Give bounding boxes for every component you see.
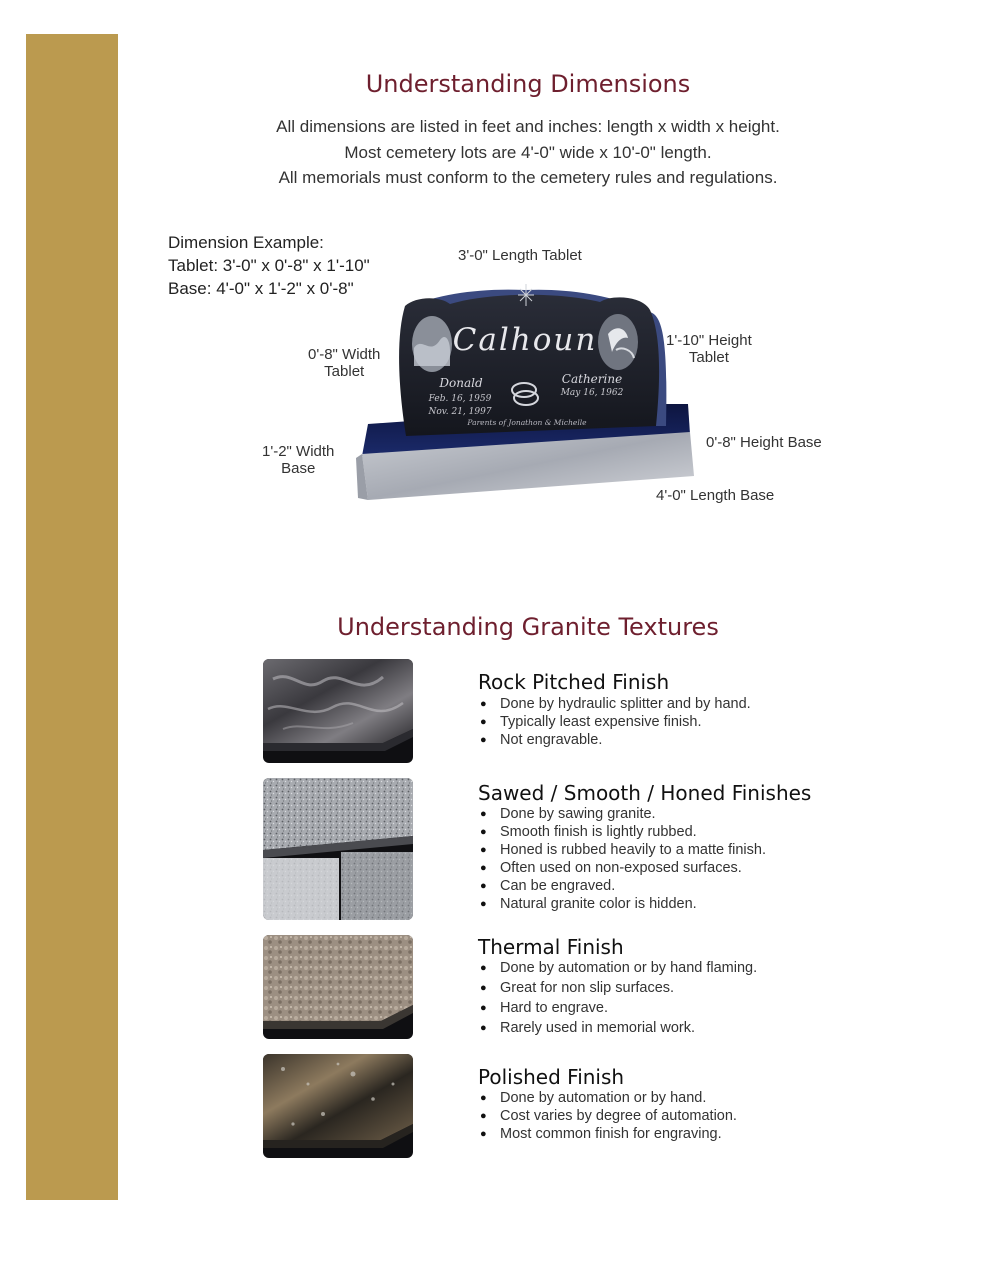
- list-item: ● Natural granite color is hidden.: [478, 895, 766, 913]
- monument-surname: Calhoun: [452, 322, 598, 358]
- list-item: ● Rarely used in memorial work.: [478, 1018, 757, 1038]
- list-item: ● Done by automation or by hand flaming.: [478, 958, 757, 978]
- dimension-example-tablet: Tablet: 3'-0" x 0'-8" x 1'-10": [168, 256, 370, 275]
- label-line: Base: [281, 460, 316, 477]
- monument-right-name: Catherine: [561, 372, 623, 386]
- label-width-base: [262, 443, 334, 477]
- label-line: 1'-10" Height: [666, 332, 752, 349]
- finish-title: Rock Pitched Finish: [478, 670, 670, 694]
- label-line: Tablet: [324, 363, 365, 380]
- list-item: ● Great for non slip surfaces.: [478, 978, 757, 998]
- label-line: 0'-8" Width: [308, 346, 381, 363]
- finish-bullets: [478, 1089, 737, 1143]
- dimensions-title: Understanding Dimensions: [365, 70, 691, 98]
- sawed-honed-granite-sample: [263, 778, 413, 920]
- intro-line: Most cemetery lots are 4'-0" wide x 10'-0" length.: [344, 142, 712, 162]
- monument-left-date: Feb. 16, 1959: [428, 394, 492, 404]
- list-item: ● Cost varies by degree of automation.: [478, 1107, 737, 1125]
- rock-pitched-granite-sample: [263, 659, 413, 763]
- label-line: 1'-2" Width: [262, 443, 335, 460]
- dimension-example: [168, 231, 370, 300]
- dimensions-intro: [0, 114, 1001, 191]
- list-item: ● Done by automation or by hand.: [478, 1089, 737, 1107]
- label-line: Tablet: [688, 349, 729, 366]
- list-item: ● Can be engraved.: [478, 877, 766, 895]
- textures-title: Understanding Granite Textures: [337, 613, 719, 641]
- finish-title: Polished Finish: [478, 1065, 625, 1089]
- monument-footer: Parents of Jonathon & Michelle: [467, 418, 587, 427]
- finish-title: Sawed / Smooth / Honed Finishes: [478, 781, 812, 805]
- list-item: ● Smooth finish is lightly rubbed.: [478, 823, 766, 841]
- list-item: ● Hard to engrave.: [478, 998, 757, 1018]
- label-height-base: 0'-8" Height Base: [706, 434, 822, 451]
- list-item: ● Honed is rubbed heavily to a matte finish.: [478, 841, 766, 859]
- thermal-granite-sample: [263, 935, 413, 1039]
- monument-left-date: Nov. 21, 1997: [428, 407, 492, 417]
- intro-line: All memorials must conform to the cemetery rules and regulations.: [278, 168, 778, 187]
- list-item: ● Done by hydraulic splitter and by hand.: [478, 695, 751, 713]
- finish-title: Thermal Finish: [478, 935, 624, 959]
- dimension-example-heading: Dimension Example:: [168, 233, 324, 252]
- list-item: ● Typically least expensive finish.: [478, 713, 751, 731]
- finish-bullets: [478, 695, 751, 749]
- lily-etching-icon: [598, 314, 638, 370]
- list-item: ● Not engravable.: [478, 731, 751, 749]
- list-item: ● Most common finish for engraving.: [478, 1125, 737, 1143]
- label-length-base: 4'-0" Length Base: [656, 487, 775, 504]
- list-item: ● Done by sawing granite.: [478, 805, 766, 823]
- dimension-example-base: Base: 4'-0" x 1'-2" x 0'-8": [168, 279, 354, 298]
- monument-left-name: Donald: [439, 376, 483, 390]
- monument-illustration: [350, 276, 700, 506]
- finish-bullets: [478, 958, 757, 1038]
- label-length-tablet: 3'-0" Length Tablet: [458, 247, 582, 264]
- polished-granite-sample: [263, 1054, 413, 1158]
- intro-line: All dimensions are listed in feet and inches: length x width x height.: [276, 117, 780, 136]
- list-item: ● Often used on non-exposed surfaces.: [478, 859, 766, 877]
- monument-right-date: May 16, 1962: [560, 388, 624, 398]
- finish-bullets: [478, 805, 766, 913]
